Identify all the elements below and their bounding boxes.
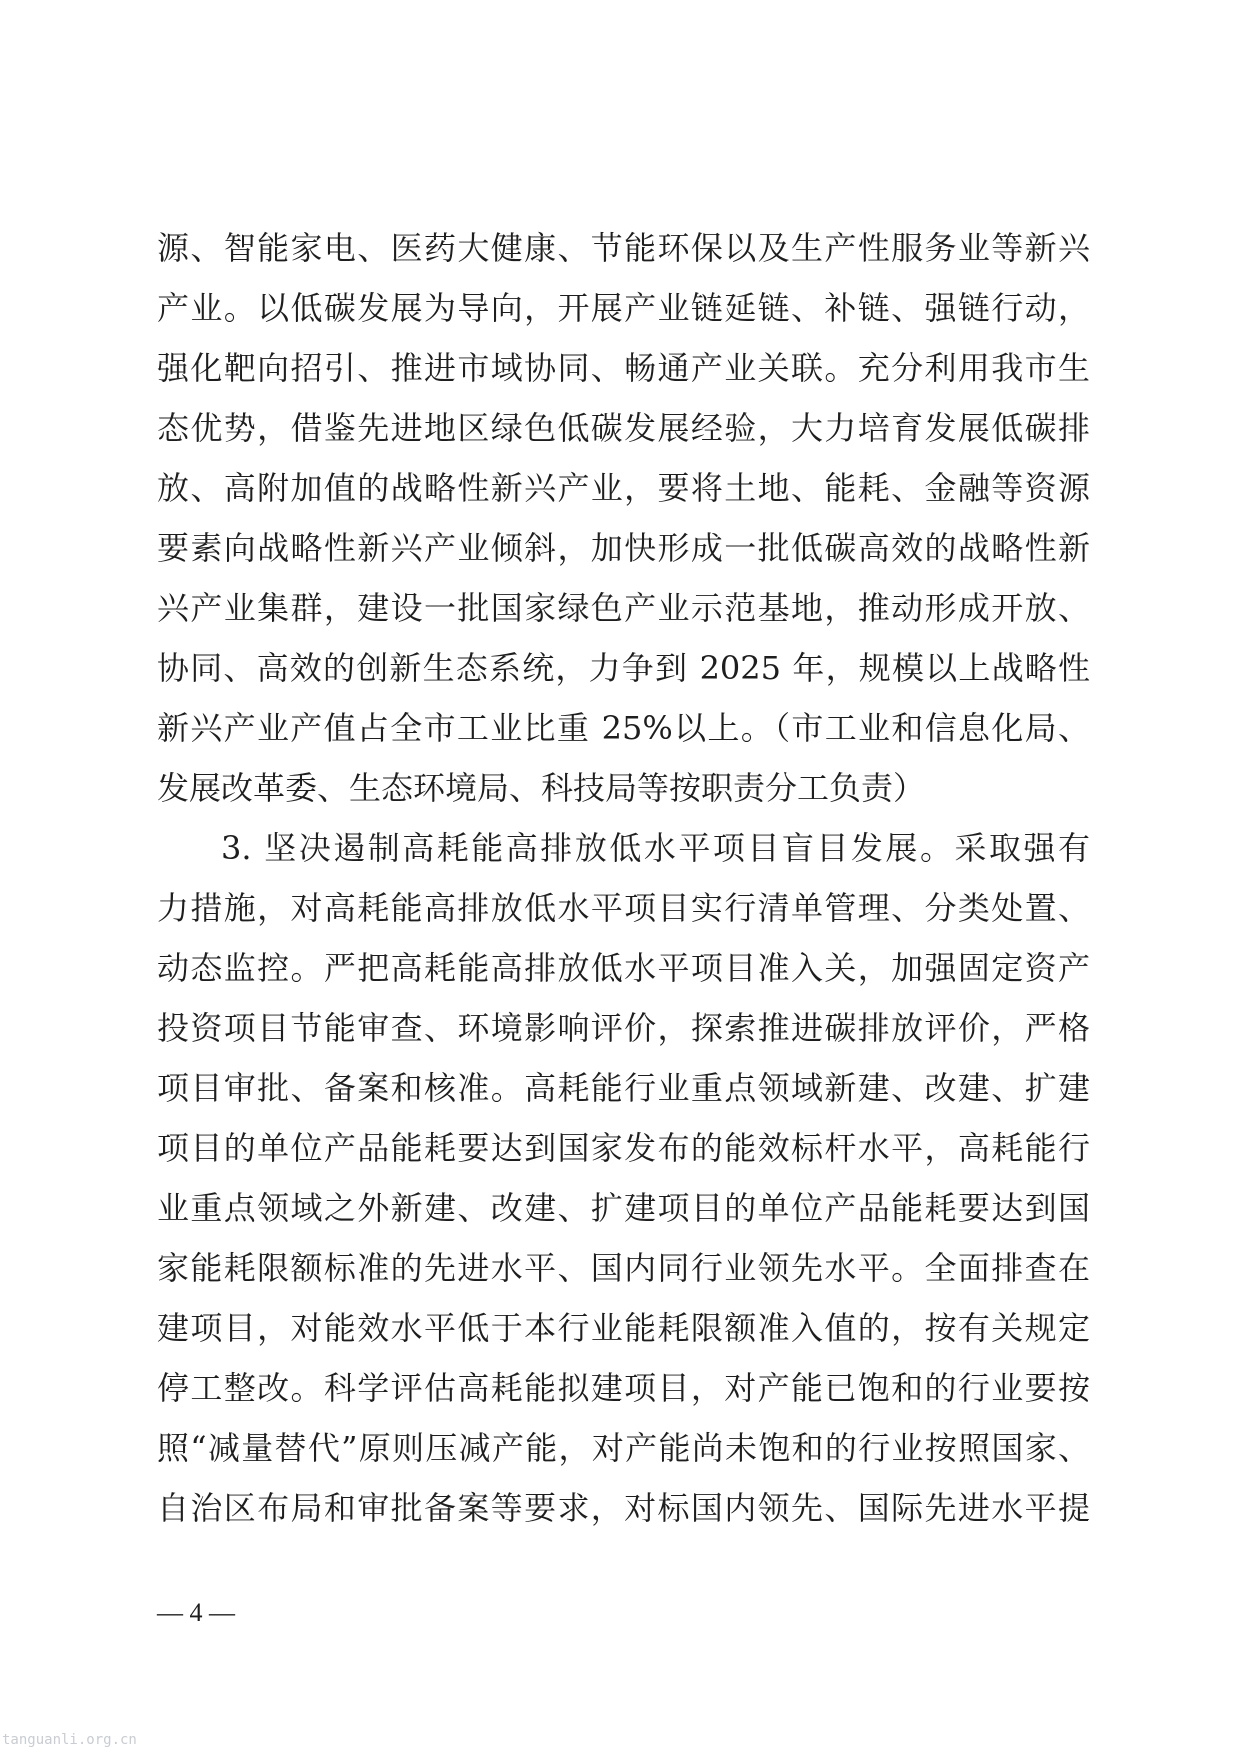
text-line: 动态监控。严把高耗能高排放低水平项目准入关，加强固定资产 <box>157 949 1090 987</box>
watermark: tanguanli.org.cn <box>2 1732 137 1748</box>
text-line: 投资项目节能审查、环境影响评价，探索推进碳排放评价，严格 <box>157 1009 1090 1047</box>
text-line: 态优势，借鉴先进地区绿色低碳发展经验，大力培育发展低碳排 <box>157 409 1090 447</box>
text-line: 家能耗限额标准的先进水平、国内同行业领先水平。全面排查在 <box>157 1249 1090 1287</box>
text-line: 照“减量替代”原则压减产能，对产能尚未饱和的行业按照国家、 <box>157 1429 1090 1467</box>
text-line: 要素向战略性新兴产业倾斜，加快形成一批低碳高效的战略性新 <box>157 529 1090 567</box>
text-line: 项目的单位产品能耗要达到国家发布的能效标杆水平，高耗能行 <box>157 1129 1090 1167</box>
text-line: 发展改革委、生态环境局、科技局等按职责分工负责） <box>157 769 926 807</box>
text-line: 项目审批、备案和核准。高耗能行业重点领域新建、改建、扩建 <box>157 1069 1090 1107</box>
text-line: 力措施，对高耗能高排放低水平项目实行清单管理、分类处置、 <box>157 889 1090 927</box>
text-line: 兴产业集群，建设一批国家绿色产业示范基地，推动形成开放、 <box>157 589 1090 627</box>
text-line: 产业。以低碳发展为导向，开展产业链延链、补链、强链行动， <box>157 289 1090 327</box>
text-line: 自治区布局和审批备案等要求，对标国内领先、国际先进水平提 <box>157 1489 1090 1527</box>
text-line: 3. 坚决遏制高耗能高排放低水平项目盲目发展。采取强有 <box>221 829 1090 867</box>
text-line: 业重点领域之外新建、改建、扩建项目的单位产品能耗要达到国 <box>157 1189 1090 1227</box>
text-line: 协同、高效的创新生态系统，力争到 2025 年，规模以上战略性 <box>157 649 1090 687</box>
text-line: 强化靶向招引、推进市域协同、畅通产业关联。充分利用我市生 <box>157 349 1090 387</box>
text-line: 停工整改。科学评估高耗能拟建项目，对产能已饱和的行业要按 <box>157 1369 1090 1407</box>
text-line: 源、智能家电、医药大健康、节能环保以及生产性服务业等新兴 <box>157 229 1090 267</box>
text-line: 新兴产业产值占全市工业比重 25%以上。（市工业和信息化局、 <box>157 709 1090 747</box>
text-line: 建项目，对能效水平低于本行业能耗限额准入值的，按有关规定 <box>157 1309 1090 1347</box>
body-text <box>157 228 1090 1548</box>
text-line: 放、高附加值的战略性新兴产业，要将土地、能耗、金融等资源 <box>157 469 1090 507</box>
page-number: — 4 — <box>157 1598 235 1627</box>
